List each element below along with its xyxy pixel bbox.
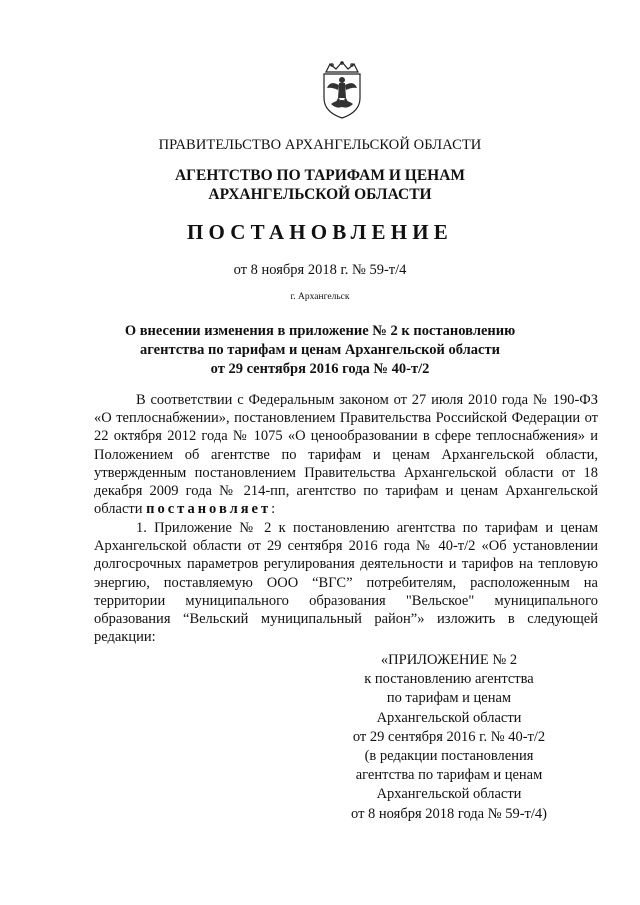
- agency-name-line: АРХАНГЕЛЬСКОЙ ОБЛАСТИ: [208, 186, 432, 203]
- decree-subject: [0, 322, 640, 379]
- appendix-line: к постановлению агентства: [364, 671, 534, 688]
- item-1-text: 1. Приложение № 2 к постановлению агентства по тарифам и ценам Архангельской области от 29 сентября 2016 года № 40-т/2 «Об установлении долгосрочных параметров регулирования деятельности и тарифов на тепловую энергию, поставляемую ООО “ВГС” потребителям, расположенным на территории муниципального образования "Вельское" муниципального образования “Вельский муниципальный район”» изложить в следующей редакции:: [94, 520, 598, 646]
- appendix-line: от 8 ноября 2018 года № 59-т/4): [351, 805, 547, 822]
- appendix-line: агентства по тарифам и ценам: [355, 767, 543, 784]
- agency-name-line: АГЕНТСТВО ПО ТАРИФАМ И ЦЕНАМ: [174, 167, 466, 184]
- preamble-paragraph: [94, 391, 598, 518]
- resolves-word: постановляет: [146, 501, 272, 518]
- appendix-line: (в редакции постановления: [364, 748, 534, 765]
- subject-line: О внесении изменения в приложение № 2 к постановлению: [124, 323, 516, 339]
- preamble-text: В соответствии с Федеральным законом от 27 июля 2010 года № 190-ФЗ «О теплоснабжении», постановлением Правительства Российской Федерации от 22 октября 2012 года № 1075 «О ценообразовании в сфере теплоснабжения» и Положением об агентстве по тарифам и ценам Архангельской области, утвержденным постановлением Правительства Архангельской области от 18 декабря 2009 года № 214-пп, агентство по тарифам и ценам Архангельской области: [94, 392, 598, 518]
- agency-name: [0, 166, 640, 204]
- government-name: ПРАВИТЕЛЬСТВО АРХАНГЕЛЬСКОЙ ОБЛАСТИ: [158, 137, 482, 153]
- appendix-line: Архангельской области: [376, 709, 522, 726]
- city-name: г. Архангельск: [290, 292, 350, 302]
- preamble-end: :: [271, 501, 276, 518]
- decree-date-number: от 8 ноября 2018 г. № 59-т/4: [233, 262, 407, 278]
- appendix-line: по тарифам и ценам: [386, 690, 512, 707]
- subject-line: агентства по тарифам и ценам Архангельской области: [140, 342, 500, 358]
- decree-title: ПОСТАНОВЛЕНИЕ: [186, 220, 454, 244]
- appendix-line: «ПРИЛОЖЕНИЕ № 2: [380, 652, 518, 668]
- appendix-line: от 29 сентября 2016 г. № 40-т/2: [352, 728, 546, 745]
- subject-line: от 29 сентября 2016 года № 40-т/2: [210, 361, 430, 377]
- item-1-paragraph: [94, 519, 598, 646]
- arkhangelsk-coat-of-arms-icon: [318, 60, 366, 120]
- appendix-header: [330, 651, 568, 824]
- appendix-line: Архангельской области: [376, 786, 522, 803]
